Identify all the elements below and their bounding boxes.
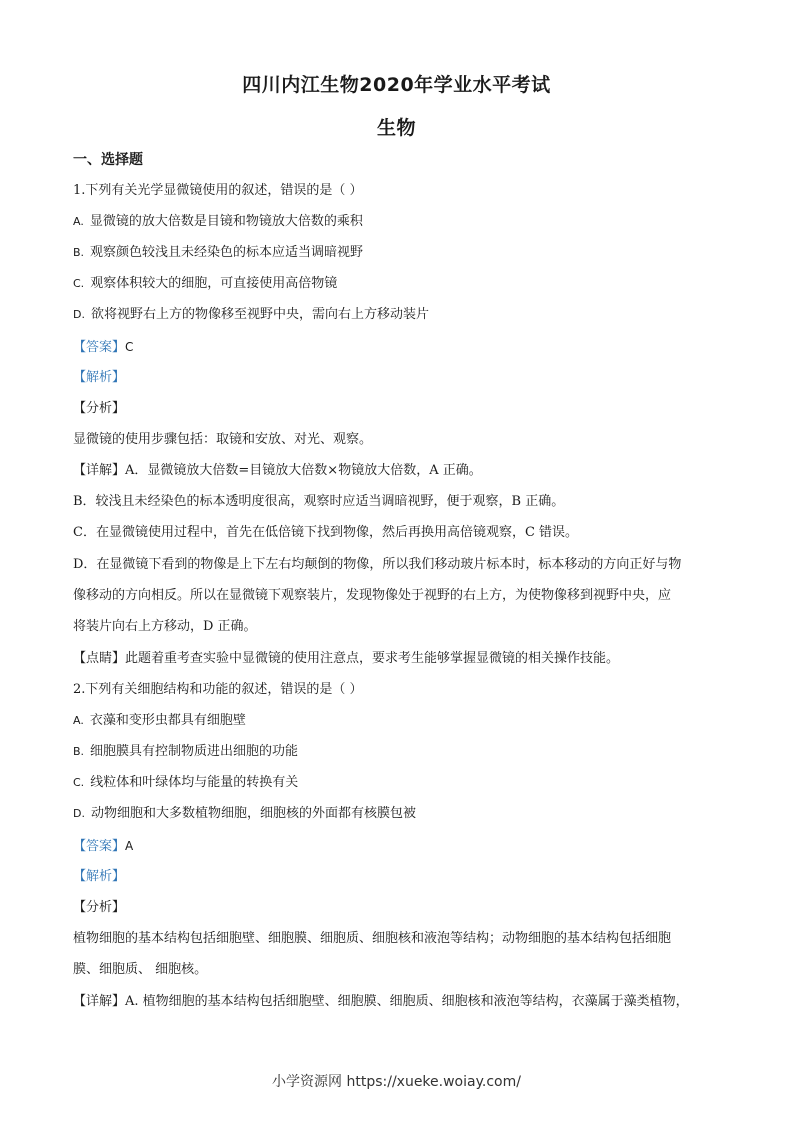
question-1-fenxi-tag: 【分析】 <box>73 401 126 416</box>
question-1-analysis-tag: 【解析】 <box>73 370 126 385</box>
option-text: 显微镜的放大倍数是目镜和物镜放大倍数的乘积 <box>89 214 363 229</box>
question-2-analysis-tag: 【解析】 <box>73 869 126 884</box>
option-letter: A. <box>73 714 84 727</box>
option-text: 观察颜色较浅且未经染色的标本应适当调暗视野 <box>90 245 364 260</box>
question-1-detail-a <box>73 461 723 481</box>
option-text: 欲将视野右上方的物像移至视野中央，需向右上方移动装片 <box>90 307 429 322</box>
question-2-detail-a <box>73 992 723 1012</box>
option-letter: B. <box>73 745 85 758</box>
question-1-fenxi-text: 显微镜的使用步骤包括：取镜和安放、对光、观察。 <box>73 432 373 447</box>
question-1-detail-d-line-2: 像移动的方向相反。所以在显微镜下观察装片，发现物像处于视野的右上方，为使物像移到视野中央，应 <box>73 588 672 603</box>
option-letter: A. <box>73 215 84 228</box>
detail-tag: 【详解】 <box>73 994 126 1009</box>
option-letter: C. <box>73 776 85 789</box>
option-text: 动物细胞和大多数植物细胞，细胞核的外面都有核膜包被 <box>90 806 416 821</box>
question-1-option-b <box>73 243 723 263</box>
detail-text: A．显微镜放大倍数=目镜放大倍数×物镜放大倍数，A 正确。 <box>125 463 482 478</box>
question-1-option-c <box>73 274 723 294</box>
question-2-fenxi-line-2: 膜、细胞质、 细胞核。 <box>73 962 208 977</box>
question-1-stem: 1.下列有关光学显微镜使用的叙述，错误的是（ ） <box>73 183 363 198</box>
document-title: 四川内江生物2020年学业水平考试 <box>242 74 551 96</box>
answer-tag: 【答案】 <box>73 839 126 854</box>
question-2-option-c <box>73 773 723 793</box>
answer-tag: 【答案】 <box>73 340 126 355</box>
footer-watermark: 小学资源网 https://xueke.woiay.com/ <box>272 1074 521 1090</box>
question-2-option-a <box>73 711 723 731</box>
option-letter: C. <box>73 277 85 290</box>
question-2-answer <box>73 836 723 857</box>
answer-value: C <box>125 340 134 354</box>
document-subtitle: 生物 <box>376 117 416 139</box>
question-2-option-b <box>73 742 723 762</box>
option-letter: B. <box>73 246 85 259</box>
question-1-detail-b: B．较浅且未经染色的标本透明度很高，观察时应适当调暗视野，便于观察，B 正确。 <box>73 494 565 509</box>
question-2-stem: 2.下列有关细胞结构和功能的叙述，错误的是（ ） <box>73 682 363 697</box>
option-letter: D. <box>73 807 85 820</box>
question-1-detail-d-line-3: 将装片向右上方移动，D 正确。 <box>73 619 257 634</box>
question-1-dianjing <box>73 649 723 669</box>
option-letter: D. <box>73 308 85 321</box>
question-2-fenxi-tag: 【分析】 <box>73 900 126 915</box>
detail-text: A. 植物细胞的基本结构包括细胞壁、细胞膜、细胞质、细胞核和液泡等结构，衣藻属于藻类植物， <box>125 994 689 1009</box>
question-2-option-d <box>73 804 723 824</box>
detail-tag: 【详解】 <box>73 463 126 478</box>
question-1-option-a <box>73 212 723 232</box>
option-text: 衣藻和变形虫都具有细胞壁 <box>89 713 246 728</box>
answer-value: A <box>125 839 134 853</box>
option-text: 线粒体和叶绿体均与能量的转换有关 <box>90 775 299 790</box>
option-text: 细胞膜具有控制物质进出细胞的功能 <box>90 744 299 759</box>
section-heading: 一、选择题 <box>73 152 143 168</box>
dianjing-tag: 【点睛】 <box>73 651 126 666</box>
question-1-detail-c: C．在显微镜使用过程中，首先在低倍镜下找到物像，然后再换用高倍镜观察，C 错误。 <box>73 525 579 540</box>
question-1-answer <box>73 337 723 358</box>
option-text: 观察体积较大的细胞，可直接使用高倍物镜 <box>90 276 338 291</box>
question-2-fenxi-line-1: 植物细胞的基本结构包括细胞壁、细胞膜、细胞质、细胞核和液泡等结构；动物细胞的基本结构包括细胞 <box>73 931 672 946</box>
dianjing-text: 此题着重考查实验中显微镜的使用注意点，要求考生能够掌握显微镜的相关操作技能。 <box>125 651 620 666</box>
question-1-detail-d-line-1: D．在显微镜下看到的物像是上下左右均颠倒的物像，所以我们移动玻片标本时，标本移动的方向正好与物 <box>73 557 682 572</box>
question-1-option-d <box>73 305 723 325</box>
